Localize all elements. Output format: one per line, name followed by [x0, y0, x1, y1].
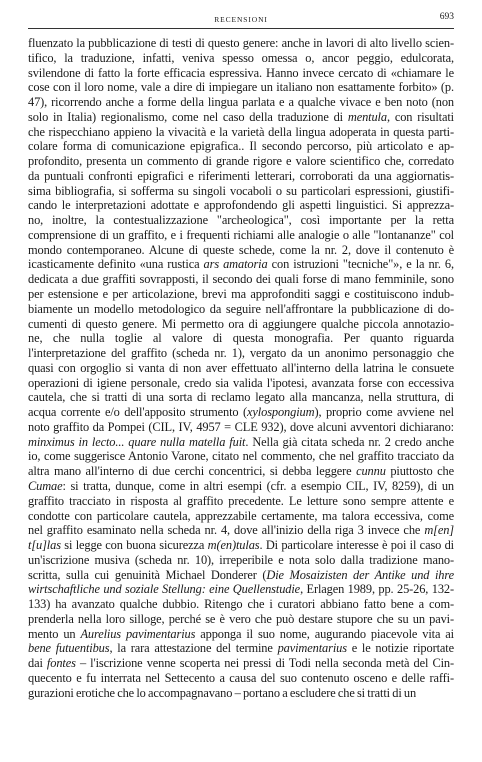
- text-line: [28, 553, 454, 568]
- text-segment: mento un: [28, 626, 81, 641]
- italic-text: Cumae: [28, 478, 63, 493]
- text-segment: dai: [28, 656, 47, 671]
- text-segment: sima bibliografia, si sofferma su singoli vocaboli o su particolari espressioni, giustifi-: [28, 183, 454, 198]
- text-segment: cose con il loro nome, vale a dire di impiegare un italiano non esattamente forbito» (p.: [28, 80, 454, 95]
- text-segment: io, come suggerisce Antonio Varone, citato nel commento, che nel graffito tracciato da: [28, 449, 454, 464]
- text-segment: icasticamente definito «una rustica: [28, 257, 204, 272]
- review-body-text: [28, 36, 454, 700]
- text-line: [28, 479, 454, 494]
- text-line: [28, 597, 454, 612]
- text-line: [28, 627, 454, 642]
- italic-text: mentula: [347, 109, 387, 124]
- text-segment: tifico, la traduzione, infatti, veniva spesso omessa o, ancor peggio, edulcorata,: [28, 50, 454, 65]
- text-segment: svilendone di fatto la forte efficacia espressiva. Hanno invece cercato di «chiamare le: [28, 65, 454, 80]
- text-line: [28, 641, 454, 656]
- italic-text: pavimentarius: [277, 641, 347, 656]
- text-segment: apponga il suo nome, augurando piacevole vita ai: [195, 626, 454, 641]
- text-line: [28, 671, 454, 686]
- text-line: [28, 509, 454, 524]
- text-segment: fluenzato la pubblicazione di testi di questo genere: anche in lavori di alto livello scien-: [28, 36, 454, 50]
- text-line: [28, 449, 454, 464]
- text-line: [28, 346, 454, 361]
- text-line: [28, 420, 454, 435]
- text-segment: si legge con buona sicurezza: [60, 538, 208, 553]
- text-line: [28, 287, 454, 302]
- text-segment: cumenti di questo genere. Mi permetto ora di aggiungere qualche piccola annotazio-: [28, 316, 454, 331]
- italic-text: fontes: [46, 656, 76, 671]
- text-line: [28, 686, 454, 701]
- text-line: [28, 66, 454, 81]
- text-segment: un'iscrizione musiva (scheda nr. 10), irreperibile e nota solo dalla tradizione mano-: [28, 552, 454, 567]
- text-segment: . Di particolare interesse è poi il caso di: [259, 538, 454, 553]
- text-segment: 47), ricorrendo anche a forme della lingua parlata e a qualche vivace e ben noto (non: [28, 95, 454, 110]
- text-segment: altra mano all'interno di due cerchi concentrici, si debba leggere: [28, 464, 357, 479]
- text-segment: mondo contemporaneo. Alcune di queste schede, come la nr. 2, dove il contenuto è: [28, 242, 454, 257]
- text-line: [28, 139, 454, 154]
- text-line: [28, 272, 454, 287]
- text-segment: nel graffito esaminato nella scheda nr. 4, dove all'inizio della riga 3 invece che: [28, 523, 425, 538]
- text-segment: piuttosto che: [385, 464, 454, 479]
- text-segment: biamente un modello metodologico da seguire nell'affrontare la pubblicazione di do-: [28, 301, 454, 316]
- italic-text: minximus in lecto... quare nulla matella fuit: [28, 434, 246, 449]
- text-line: [28, 154, 454, 169]
- header-rule: [28, 28, 454, 29]
- text-line: [28, 184, 454, 199]
- text-line: [28, 582, 454, 597]
- text-segment: acqua corrente e/o dell'apposito strumento (: [28, 405, 248, 420]
- text-line: [28, 51, 454, 66]
- text-segment: l'interpretazione del graffito (scheda nr. 1), vergato da un anonimo personaggio che: [28, 346, 454, 361]
- text-line: [28, 228, 454, 243]
- text-segment: quasi con orgoglio si vanta di non aver effettuato all'interno della latrina le consuete: [28, 360, 454, 375]
- text-line: [28, 523, 454, 538]
- text-line: [28, 464, 454, 479]
- text-line: [28, 80, 454, 95]
- italic-text: Die Mosaizisten der Antike und ihre: [266, 567, 454, 582]
- italic-text: cunnu: [356, 464, 386, 479]
- page-number: 693: [439, 12, 454, 22]
- text-line: [28, 361, 454, 376]
- text-segment: – l'iscrizione venne scoperta nei pressi di Todi nella seconda metà del Cin-: [75, 656, 454, 671]
- text-line: [28, 390, 454, 405]
- text-line: [28, 376, 454, 391]
- text-segment: prenderla nella loro silloge, perché se è vero che può destare stupore che su un pavi-: [28, 611, 454, 626]
- text-segment: : si tratta, dunque, come in altri esempi (cfr. a esempio CIL, IV, 8259), di un: [62, 478, 454, 493]
- text-segment: da puntuali confronti epigrafici e riferimenti letterari, corroborati da una aggiornatis-: [28, 168, 454, 183]
- text-line: [28, 538, 454, 553]
- text-segment: con istruzioni "tecniche"», e la nr. 6,: [267, 257, 454, 272]
- text-segment: . Nella già citata scheda nr. 2 credo anche: [245, 434, 454, 449]
- italic-text: wirtschaftliche und soziale Stellung: eine Quellenstudie: [28, 582, 301, 597]
- running-head: [28, 11, 454, 29]
- text-segment: ne, che nulla toglie al valore di questa monografia. Per quanto riguarda: [28, 331, 454, 346]
- section-title: RECENSIONI: [214, 15, 268, 24]
- italic-text: m[en]: [424, 523, 454, 538]
- text-segment: gurazioni erotiche che lo accompagnavano – portano a escludere che si tratti di un: [28, 685, 417, 700]
- text-line: [28, 568, 454, 583]
- italic-text: m(en)tulas: [207, 538, 260, 553]
- italic-text: xylospongium: [247, 405, 315, 420]
- text-line: [28, 317, 454, 332]
- text-segment: , con risultati: [386, 109, 454, 124]
- text-line: [28, 169, 454, 184]
- text-segment: per estensione e per articolazione, brevi ma approfonditi saggi e costituiscono indub-: [28, 287, 454, 302]
- text-segment: graffito tracciato in risposta al graffito precedente. Le letture sono sempre attente e: [28, 493, 454, 508]
- text-segment: e le notizie riportate: [346, 641, 454, 656]
- text-segment: profondito, presenta un commento di grande rigore e valore scientifico che, corredato: [28, 154, 454, 169]
- text-line: [28, 435, 454, 450]
- text-line: [28, 656, 454, 671]
- text-segment: che rispecchiano appieno la vivacità e la varietà della lingua adoperata in questa parti-: [28, 124, 454, 139]
- text-segment: ), proprio come avviene nel: [314, 405, 454, 420]
- text-segment: colare forma di comunicazione epigrafica.. Il secondo percorso, più articolato e ap-: [28, 139, 454, 154]
- text-segment: condotte con particolare cautela, apprezzabile certamente, ma talora eccessiva, come: [28, 508, 454, 523]
- italic-text: bene futuentibus: [28, 641, 110, 656]
- text-segment: cando le interpretazioni adottate e approfondendo gli aspetti linguistici. Si apprezza-: [28, 198, 454, 213]
- text-segment: , Erlagen 1989, pp. 25-26, 132-: [300, 582, 454, 597]
- text-line: [28, 405, 454, 420]
- text-segment: scritta, sulla cui genuinità Michael Donderer (: [28, 567, 267, 582]
- text-line: [28, 302, 454, 317]
- text-segment: operazioni di igiene personale, credo sia valida l'ipotesi, avanzata forse con eccessiva: [28, 375, 454, 390]
- text-line: [28, 612, 454, 627]
- text-line: [28, 257, 454, 272]
- text-segment: noto graffito da Pompei (CIL, IV, 4957 = CLE 932), dove alcuni avventori dichiarano:: [28, 419, 454, 434]
- italic-text: t[u]las: [28, 538, 61, 553]
- italic-text: Aurelius pavimentarius: [80, 626, 196, 641]
- text-line: [28, 494, 454, 509]
- text-segment: comprensione di un graffito, e i frequenti richiami alle analogie o alle "lontananze" col: [28, 227, 454, 242]
- text-segment: , la rara attestazione del termine: [109, 641, 278, 656]
- text-line: [28, 243, 454, 258]
- text-line: [28, 213, 454, 228]
- text-segment: cautela, che si tratti di una sorta di reclamo legato alla mancanza, nella struttura, di: [28, 390, 454, 405]
- text-segment: no, inoltre, la contestualizzazione "archeologica", così importante per la retta: [28, 213, 454, 228]
- text-segment: dedicata a due graffiti sovrapposti, il secondo dei quali forse di mano femminile, sono: [28, 272, 454, 287]
- text-segment: quecento e fu interrata nel Settecento a causa del suo contenuto osceno e delle raffi-: [28, 670, 454, 685]
- text-line: [28, 331, 454, 346]
- text-line: [28, 95, 454, 110]
- text-line: [28, 36, 454, 51]
- text-line: [28, 125, 454, 140]
- text-segment: 133) ha avanzato qualche dubbio. Ritengo che i curatori abbiano fatto bene a com-: [28, 597, 454, 612]
- text-line: [28, 110, 454, 125]
- italic-text: ars amatoria: [203, 257, 268, 272]
- text-line: [28, 198, 454, 213]
- text-segment: solo in Italia) regionalismo, come nel caso della traduzione di: [28, 109, 348, 124]
